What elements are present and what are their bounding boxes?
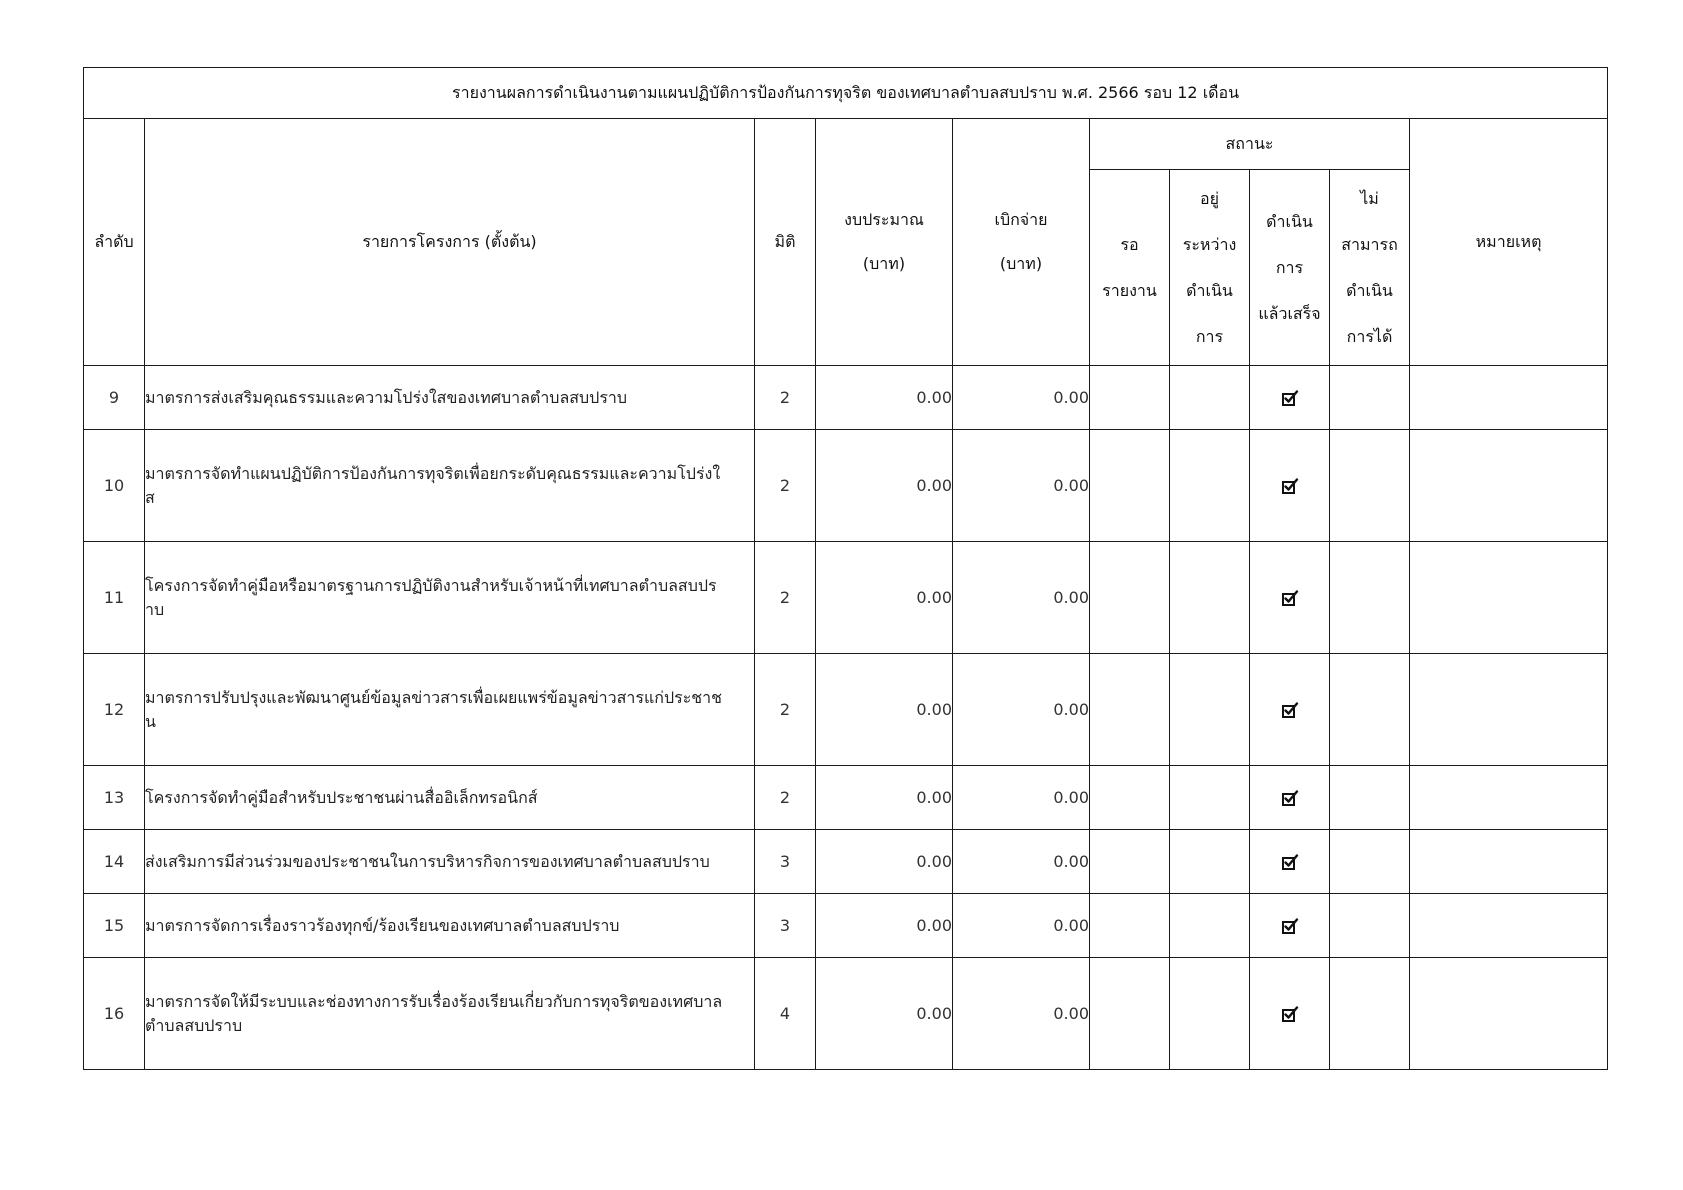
checkbox-checked-icon [1281, 701, 1299, 719]
header-disbursed [953, 119, 1090, 366]
row-status-in-progress [1170, 654, 1250, 766]
header-status-completed-line: แล้วเสร็จ [1258, 303, 1321, 323]
row-project-name-line: ส [145, 487, 155, 507]
row-order: 16 [84, 958, 145, 1070]
header-status-unable-line: การได้ [1346, 326, 1393, 346]
header-remarks: หมายเหตุ [1410, 119, 1608, 366]
row-project-name [145, 894, 755, 958]
row-status-completed [1250, 430, 1330, 542]
checkbox-checked-icon [1281, 853, 1299, 871]
row-disbursed: 0.00 [953, 958, 1090, 1070]
header-status-completed-line: การ [1275, 257, 1304, 277]
row-project-name-line: ส่งเสริมการมีส่วนร่วมของประชาชนในการบริหารกิจการของเทศบาลตำบลสบปราบ [145, 851, 710, 871]
row-status-waiting [1090, 894, 1170, 958]
row-status-waiting [1090, 542, 1170, 654]
report-body [84, 366, 1608, 1070]
row-project-name-line: โครงการจัดทำคู่มือสำหรับประชาชนผ่านสื่ออิเล็กทรอนิกส์ [145, 787, 538, 807]
row-disbursed: 0.00 [953, 430, 1090, 542]
row-order: 12 [84, 654, 145, 766]
header-status-unable [1330, 170, 1410, 366]
row-dimension: 3 [755, 894, 816, 958]
row-project-name-line: มาตรการจัดทำแผนปฏิบัติการป้องกันการทุจริตเพื่อยกระดับคุณธรรมและความโปร่งใ [145, 463, 721, 483]
table-row [84, 894, 1608, 958]
row-budget: 0.00 [816, 894, 953, 958]
row-project-name-line: น [145, 711, 156, 731]
row-project-name-line: มาตรการจัดการเรื่องราวร้องทุกข์/ร้องเรียนของเทศบาลตำบลสบปราบ [145, 915, 620, 935]
row-status-in-progress [1170, 830, 1250, 894]
header-status-in-progress [1170, 170, 1250, 366]
report-table [83, 67, 1608, 1070]
row-dimension: 2 [755, 430, 816, 542]
row-disbursed: 0.00 [953, 366, 1090, 430]
row-remarks [1410, 366, 1608, 430]
table-row [84, 654, 1608, 766]
row-remarks [1410, 958, 1608, 1070]
header-status-unable-line: สามารถ [1341, 234, 1398, 254]
row-remarks [1410, 430, 1608, 542]
row-dimension: 2 [755, 766, 816, 830]
header-status-waiting-line: รอ [1120, 234, 1139, 254]
header-status-in-progress-line: ระหว่าง [1182, 234, 1237, 254]
report-title: รายงานผลการดำเนินงานตามแผนปฏิบัติการป้องกันการทุจริต ของเทศบาลตำบลสบปราบ พ.ศ. 2566 รอบ 12 เดือน [84, 68, 1608, 119]
row-dimension: 4 [755, 958, 816, 1070]
row-status-completed [1250, 366, 1330, 430]
header-project: รายการโครงการ (ตั้งต้น) [145, 119, 755, 366]
header-disbursed-line2: (บาท) [999, 254, 1043, 273]
table-row [84, 958, 1608, 1070]
row-budget: 0.00 [816, 366, 953, 430]
row-project-name [145, 958, 755, 1070]
row-status-in-progress [1170, 542, 1250, 654]
header-status: สถานะ [1090, 119, 1410, 170]
row-budget: 0.00 [816, 830, 953, 894]
row-status-completed [1250, 894, 1330, 958]
row-status-unable [1330, 766, 1410, 830]
row-status-in-progress [1170, 958, 1250, 1070]
row-order: 9 [84, 366, 145, 430]
row-project-name-line: โครงการจัดทำคู่มือหรือมาตรฐานการปฏิบัติงานสำหรับเจ้าหน้าที่เทศบาลตำบลสบปร [145, 575, 717, 595]
checkbox-checked-icon [1281, 477, 1299, 495]
row-status-unable [1330, 894, 1410, 958]
header-budget [816, 119, 953, 366]
row-project-name [145, 430, 755, 542]
table-row [84, 430, 1608, 542]
header-status-in-progress-line: อยู่ [1200, 188, 1219, 208]
row-dimension: 2 [755, 542, 816, 654]
row-budget: 0.00 [816, 766, 953, 830]
row-dimension: 3 [755, 830, 816, 894]
row-status-unable [1330, 654, 1410, 766]
row-project-name-line: มาตรการปรับปรุงและพัฒนาศูนย์ข้อมูลข่าวสารเพื่อเผยแพร่ข้อมูลข่าวสารแก่ประชาช [145, 687, 722, 707]
checkbox-checked-icon [1281, 917, 1299, 935]
row-status-in-progress [1170, 766, 1250, 830]
row-project-name [145, 766, 755, 830]
row-remarks [1410, 542, 1608, 654]
row-status-unable [1330, 830, 1410, 894]
row-status-unable [1330, 542, 1410, 654]
row-status-completed [1250, 654, 1330, 766]
header-dimension: มิติ [755, 119, 816, 366]
header-disbursed-line1: เบิกจ่าย [994, 210, 1048, 229]
row-status-waiting [1090, 830, 1170, 894]
header-status-completed [1250, 170, 1330, 366]
header-order: ลำดับ [84, 119, 145, 366]
row-order: 10 [84, 430, 145, 542]
row-status-completed [1250, 542, 1330, 654]
header-status-in-progress-line: ดำเนิน [1186, 280, 1233, 300]
row-order: 11 [84, 542, 145, 654]
row-remarks [1410, 830, 1608, 894]
row-status-waiting [1090, 366, 1170, 430]
row-project-name [145, 830, 755, 894]
row-order: 15 [84, 894, 145, 958]
header-status-unable-line: ไม่ [1360, 188, 1379, 208]
header-status-unable-line: ดำเนิน [1346, 280, 1393, 300]
row-status-completed [1250, 958, 1330, 1070]
row-project-name-line: ตำบลสบปราบ [145, 1015, 243, 1035]
row-status-waiting [1090, 430, 1170, 542]
row-remarks [1410, 766, 1608, 830]
table-row [84, 766, 1608, 830]
header-budget-line2: (บาท) [862, 254, 906, 273]
row-status-waiting [1090, 958, 1170, 1070]
row-project-name [145, 366, 755, 430]
header-status-waiting [1090, 170, 1170, 366]
row-status-in-progress [1170, 366, 1250, 430]
row-dimension: 2 [755, 654, 816, 766]
header-budget-line1: งบประมาณ [844, 210, 924, 229]
row-order: 14 [84, 830, 145, 894]
row-status-unable [1330, 958, 1410, 1070]
row-remarks [1410, 894, 1608, 958]
row-status-waiting [1090, 654, 1170, 766]
row-disbursed: 0.00 [953, 542, 1090, 654]
header-status-waiting-line: รายงาน [1102, 280, 1157, 300]
checkbox-checked-icon [1281, 589, 1299, 607]
checkbox-checked-icon [1281, 789, 1299, 807]
header-status-in-progress-line: การ [1195, 326, 1224, 346]
row-status-in-progress [1170, 430, 1250, 542]
row-status-completed [1250, 766, 1330, 830]
row-order: 13 [84, 766, 145, 830]
row-dimension: 2 [755, 366, 816, 430]
table-row [84, 542, 1608, 654]
row-budget: 0.00 [816, 542, 953, 654]
checkbox-checked-icon [1281, 1005, 1299, 1023]
table-row [84, 366, 1608, 430]
checkbox-checked-icon [1281, 389, 1299, 407]
row-budget: 0.00 [816, 430, 953, 542]
header-status-completed-line: ดำเนิน [1266, 211, 1313, 231]
row-budget: 0.00 [816, 654, 953, 766]
row-remarks [1410, 654, 1608, 766]
row-disbursed: 0.00 [953, 654, 1090, 766]
row-budget: 0.00 [816, 958, 953, 1070]
row-disbursed: 0.00 [953, 830, 1090, 894]
table-row [84, 830, 1608, 894]
row-project-name-line: าบ [145, 599, 165, 619]
row-project-name-line: มาตรการจัดให้มีระบบและช่องทางการรับเรื่องร้องเรียนเกี่ยวกับการทุจริตของเทศบาล [145, 991, 723, 1011]
row-disbursed: 0.00 [953, 766, 1090, 830]
row-status-unable [1330, 430, 1410, 542]
row-status-completed [1250, 830, 1330, 894]
row-project-name [145, 654, 755, 766]
row-status-unable [1330, 366, 1410, 430]
row-project-name [145, 542, 755, 654]
row-project-name-line: มาตรการส่งเสริมคุณธรรมและความโปร่งใสของเทศบาลตำบลสบปราบ [145, 387, 628, 407]
row-disbursed: 0.00 [953, 894, 1090, 958]
row-status-in-progress [1170, 894, 1250, 958]
row-status-waiting [1090, 766, 1170, 830]
